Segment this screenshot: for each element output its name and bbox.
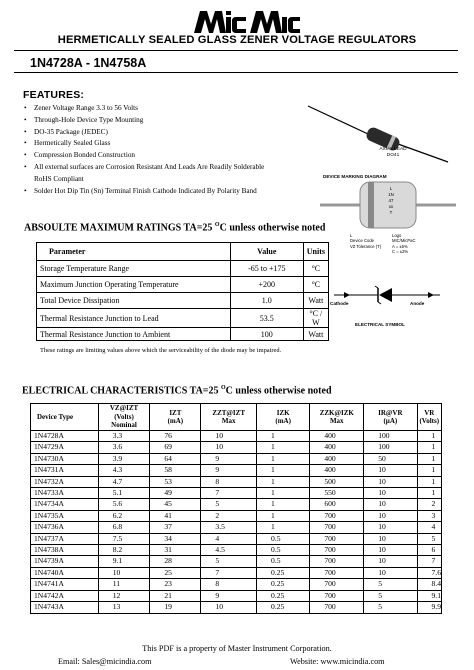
table-row — [31, 545, 442, 556]
value-cell: 13 — [98, 602, 150, 613]
value-cell: 10 — [364, 465, 417, 476]
value-cell: 4 — [417, 522, 442, 533]
table-row: Maximum Junction Operating Temperature +200 °C — [37, 277, 329, 293]
company-logo — [180, 7, 300, 35]
elec-char-title: ELECTRICAL CHARACTERISTICS TA=25 $^O$C unless otherwise noted — [22, 385, 332, 397]
value-cell: 25 — [150, 567, 201, 578]
bullet-icon: • — [24, 162, 27, 171]
value-cell: 3.9 — [98, 453, 150, 464]
footer-website[interactable]: Website: www.micindia.com — [290, 657, 385, 666]
col-header-vz: VZ@IZT (Volts) Nominal — [98, 404, 150, 431]
table-row — [31, 476, 442, 487]
elec-char-table — [30, 403, 442, 614]
table-row — [31, 579, 442, 590]
divider-bottom — [14, 72, 458, 73]
table-row — [31, 431, 442, 442]
value-cell: 0.25 — [257, 602, 310, 613]
feature-item: • Hermetically Sealed Glass — [24, 138, 294, 150]
value-cell: 1 — [417, 453, 442, 464]
value-cell: 1 — [417, 465, 442, 476]
value-cell: 10 — [364, 488, 417, 499]
table-row — [31, 510, 442, 521]
value-cell: 0.5 — [257, 533, 310, 544]
value-cell: 10 — [364, 510, 417, 521]
value-cell: 7 — [201, 488, 257, 499]
value-cell: 34 — [150, 533, 201, 544]
device-type-cell: 1N4730A — [31, 453, 99, 464]
value-cell: 550 — [310, 488, 364, 499]
value-cell: 0.5 — [257, 556, 310, 567]
value-cell: 3 — [417, 510, 442, 521]
value-cell: 2 — [201, 510, 257, 521]
value-cell: 6.8 — [98, 522, 150, 533]
device-type-cell: 1N4733A — [31, 488, 99, 499]
value-cell: 5 — [201, 499, 257, 510]
device-type-cell: 1N4740A — [31, 567, 99, 578]
value-cell: 700 — [310, 590, 364, 601]
value-cell: 1 — [257, 465, 310, 476]
value-cell: 10 — [364, 545, 417, 556]
device-type-cell: 1N4739A — [31, 556, 99, 567]
value-cell: 7 — [417, 556, 442, 567]
value-cell: 1 — [257, 510, 310, 521]
marking-legend-left: L Device Code VZ Tolerance (T) — [350, 233, 382, 249]
value-cell: 1 — [417, 431, 442, 442]
value-cell: 700 — [310, 522, 364, 533]
value-cell: 5 — [364, 590, 417, 601]
value-cell: 8.4 — [417, 579, 442, 590]
value-cell: 10 — [98, 567, 150, 578]
table-row: Total Device Dissipation 1.0 Watt — [37, 293, 329, 309]
ratings-note: These ratings are limiting values above which the serviceability of the diode may be impaired. — [40, 347, 282, 354]
document-subtitle: HERMETICALLY SEALED GLASS ZENER VOLTAGE REGULATORS — [57, 34, 417, 46]
value-cell: 500 — [310, 476, 364, 487]
device-type-cell: 1N4734A — [31, 499, 99, 510]
value-cell: 8 — [201, 476, 257, 487]
value-cell: 700 — [310, 533, 364, 544]
value-cell: 5 — [364, 602, 417, 613]
col-header-device-type: Device Type — [31, 404, 99, 431]
value-cell: 10 — [364, 499, 417, 510]
table-row — [31, 556, 442, 567]
value-cell: 9.9 — [417, 602, 442, 613]
device-type-cell: 1N4742A — [31, 590, 99, 601]
bullet-icon: • — [24, 139, 27, 148]
value-cell: 3.5 — [201, 522, 257, 533]
value-cell: 5 — [201, 556, 257, 567]
table-row — [31, 442, 442, 453]
value-cell: 37 — [150, 522, 201, 533]
value-cell: 5.1 — [98, 488, 150, 499]
value-cell: 50 — [364, 453, 417, 464]
value-cell: 7 — [201, 567, 257, 578]
footer-email[interactable]: Email: Sales@micindia.com — [58, 657, 152, 666]
elec-char-body — [31, 431, 442, 614]
device-type-cell: 1N4736A — [31, 522, 99, 533]
device-type-cell: 1N4729A — [31, 442, 99, 453]
value-cell: 0.25 — [257, 590, 310, 601]
value-cell: 3.3 — [98, 431, 150, 442]
value-cell: 4 — [201, 533, 257, 544]
device-type-cell: 1N4737A — [31, 533, 99, 544]
table-row — [31, 522, 442, 533]
table-header-row — [37, 243, 329, 261]
table-row — [31, 567, 442, 578]
table-row — [31, 453, 442, 464]
feature-item: • DO-35 Package (JEDEC) — [24, 127, 294, 139]
axial-lead-label: AXIAL LEAD DO41 — [379, 147, 407, 158]
feature-item: • Through-Hole Device Type Mounting — [24, 115, 294, 127]
value-cell: 64 — [150, 453, 201, 464]
value-cell: 6.2 — [98, 510, 150, 521]
table-row — [31, 602, 442, 613]
table-row — [31, 590, 442, 601]
value-cell: 700 — [310, 556, 364, 567]
value-cell: 19 — [150, 602, 201, 613]
value-cell: 700 — [310, 510, 364, 521]
value-cell: 0.25 — [257, 579, 310, 590]
footer-line: This PDF is a property of Master Instrument Corporation. — [142, 644, 332, 653]
value-cell: 9.1 — [98, 556, 150, 567]
abs-max-title: ABSOULTE MAXIMUM RATINGS TA=25 $^O$C unless otherwise noted — [24, 222, 326, 234]
value-cell: 1 — [257, 499, 310, 510]
value-cell: 1 — [257, 522, 310, 533]
value-cell: 4.3 — [98, 465, 150, 476]
value-cell: 12 — [98, 590, 150, 601]
anode-label: Anode — [410, 301, 425, 306]
col-header-parameter: Parameter — [37, 243, 231, 261]
feature-item: • Zener Voltage Range 3.3 to 56 Volts — [24, 103, 294, 115]
value-cell: 5.6 — [98, 499, 150, 510]
value-cell: 31 — [150, 545, 201, 556]
device-type-cell: 1N4735A — [31, 510, 99, 521]
value-cell: 700 — [310, 545, 364, 556]
value-cell: 9 — [201, 465, 257, 476]
value-cell: 10 — [364, 522, 417, 533]
electrical-symbol-title: ELECTRICAL SYMBOL — [355, 322, 405, 327]
value-cell: 58 — [150, 465, 201, 476]
value-cell: 1 — [257, 431, 310, 442]
col-header-ir: IR@VR (µA) — [364, 404, 417, 431]
value-cell: 10 — [364, 476, 417, 487]
value-cell: 1 — [257, 488, 310, 499]
bullet-icon: • — [24, 104, 27, 112]
features-list — [24, 103, 294, 197]
value-cell: 76 — [150, 431, 201, 442]
value-cell: 49 — [150, 488, 201, 499]
value-cell: 6 — [417, 545, 442, 556]
col-header-units: Units — [303, 243, 328, 261]
value-cell: 10 — [201, 431, 257, 442]
table-row — [31, 488, 442, 499]
table-row: Thermal Resistance Junction to Lead 53.5 °C / W — [37, 309, 329, 328]
value-cell: 10 — [364, 567, 417, 578]
table-row — [31, 533, 442, 544]
value-cell: 5 — [417, 533, 442, 544]
value-cell: 69 — [150, 442, 201, 453]
value-cell: 5 — [364, 579, 417, 590]
abs-max-table — [36, 242, 329, 341]
value-cell: 1 — [417, 476, 442, 487]
bullet-icon: • — [24, 186, 27, 195]
value-cell: 9 — [201, 453, 257, 464]
value-cell: 4.7 — [98, 476, 150, 487]
device-type-cell: 1N4731A — [31, 465, 99, 476]
table-row: Thermal Resistance Junction to Ambient 100 Watt — [37, 328, 329, 341]
value-cell: 1 — [257, 453, 310, 464]
col-header-izt: IZT (mA) — [150, 404, 201, 431]
device-type-cell: 1N4741A — [31, 579, 99, 590]
col-header-vr: VR (Volts) — [417, 404, 442, 431]
value-cell: 400 — [310, 465, 364, 476]
value-cell: 53 — [150, 476, 201, 487]
bullet-icon: • — [24, 127, 27, 136]
marking-legend-right: Logo MIC/MicPaC A = ±5% C = ±2% — [392, 233, 416, 255]
col-header-zzt: ZZT@IZT Max — [201, 404, 257, 431]
device-type-cell: 1N4743A — [31, 602, 99, 613]
value-cell: 1 — [257, 442, 310, 453]
table-row — [31, 465, 442, 476]
feature-item: • All external surfaces are Corrosion Resistant And Leads Are Readily Solderable — [24, 162, 294, 174]
col-header-value: Value — [230, 243, 303, 261]
value-cell: 10 — [201, 602, 257, 613]
cathode-label: Cathode — [330, 301, 349, 306]
value-cell: 400 — [310, 442, 364, 453]
device-body-marks: L 1N 47 xx T — [388, 186, 394, 215]
part-range: 1N4728A - 1N4758A — [30, 56, 147, 70]
value-cell: 1 — [257, 476, 310, 487]
value-cell: 2 — [417, 499, 442, 510]
col-header-izk: IZK (mA) — [257, 404, 310, 431]
features-title: FEATURES: — [23, 89, 85, 101]
bullet-icon: • — [24, 151, 27, 160]
value-cell: 10 — [364, 556, 417, 567]
value-cell: 100 — [364, 442, 417, 453]
divider-top — [14, 50, 458, 51]
value-cell: 9.1 — [417, 590, 442, 601]
value-cell: 3.6 — [98, 442, 150, 453]
device-type-cell: 1N4732A — [31, 476, 99, 487]
device-type-cell: 1N4738A — [31, 545, 99, 556]
value-cell: 11 — [98, 579, 150, 590]
feature-item: • Compression Bonded Construction — [24, 150, 294, 162]
value-cell: 700 — [310, 602, 364, 613]
value-cell: 4.5 — [201, 545, 257, 556]
value-cell: 1 — [417, 442, 442, 453]
value-cell: 7.6 — [417, 567, 442, 578]
device-marking-title: DEVICE MARKING DIAGRAM — [323, 174, 387, 179]
value-cell: 0.5 — [257, 545, 310, 556]
value-cell: 41 — [150, 510, 201, 521]
value-cell: 9 — [201, 590, 257, 601]
value-cell: 8.2 — [98, 545, 150, 556]
value-cell: 700 — [310, 567, 364, 578]
feature-item: • Solder Hot Dip Tin (Sn) Terminal Finish Cathode Indicated By Polarity Band — [24, 186, 294, 198]
value-cell: 10 — [201, 442, 257, 453]
value-cell: 600 — [310, 499, 364, 510]
col-header-zzk: ZZK@IZK Max — [310, 404, 364, 431]
diode-symbol — [332, 285, 442, 305]
value-cell: 1 — [417, 488, 442, 499]
bullet-icon: • — [24, 115, 27, 124]
feature-item: RoHS Compliant — [34, 174, 84, 183]
value-cell: 10 — [364, 533, 417, 544]
table-row: Storage Temperature Range -65 to +175 °C — [37, 261, 329, 277]
value-cell: 400 — [310, 453, 364, 464]
value-cell: 23 — [150, 579, 201, 590]
value-cell: 8 — [201, 579, 257, 590]
value-cell: 700 — [310, 579, 364, 590]
value-cell: 28 — [150, 556, 201, 567]
value-cell: 400 — [310, 431, 364, 442]
value-cell: 21 — [150, 590, 201, 601]
value-cell: 45 — [150, 499, 201, 510]
table-row — [31, 499, 442, 510]
table-header-row — [31, 404, 442, 431]
value-cell: 100 — [364, 431, 417, 442]
value-cell: 0.25 — [257, 567, 310, 578]
value-cell: 7.5 — [98, 533, 150, 544]
device-type-cell: 1N4728A — [31, 431, 99, 442]
